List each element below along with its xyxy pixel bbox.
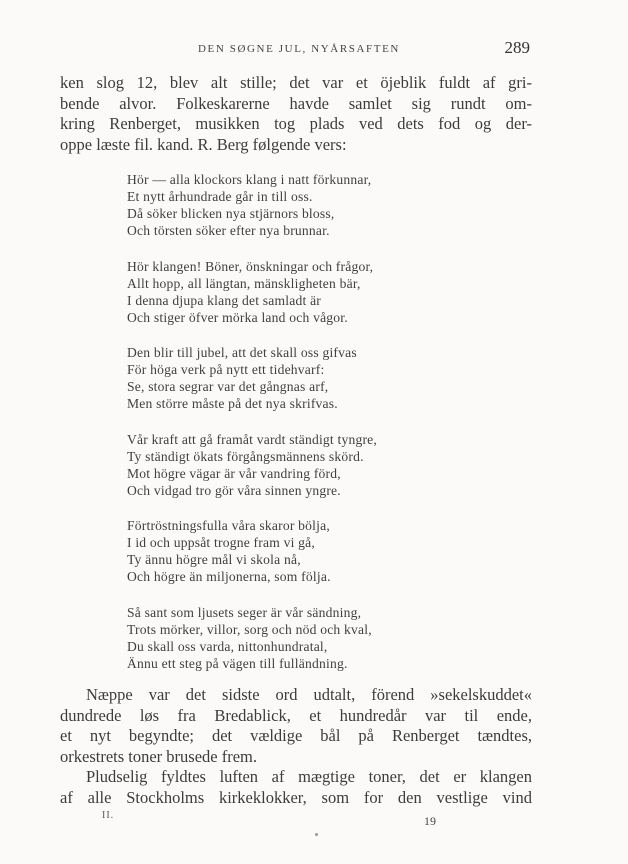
verse-line: Ännu ett steg på vägen till fulländning. — [127, 655, 348, 671]
poem — [127, 171, 472, 690]
verse-line: Och högre än miljonerna, som följa. — [127, 569, 331, 584]
verse-line: I denna djupa klang det samladt är — [127, 292, 322, 308]
intro-paragraph — [60, 73, 532, 155]
text-line: Pludselig fyldtes luften af mægtige toner, det er klangen — [86, 767, 532, 786]
text-line: bende alvor. Folkeskarerne havde samlet sig rundt om- — [60, 93, 532, 113]
page-header — [60, 38, 530, 62]
text-line: ken slog 12, blev alt stille; det var et öjeblik fuldt af gri- — [60, 73, 532, 92]
text-line: et nyt begyndte; det vældige bål på Renberget tændtes, — [60, 726, 532, 745]
verse-line: Et nytt århundrade går in till oss. — [127, 189, 313, 204]
verse-line: För höga verk på nytt ett tidehvarf: — [127, 362, 325, 377]
verse-line: Hör klangen! Böner, önskningar och frågor, — [127, 258, 374, 274]
verse-line: Trots mörker, villor, sorg och nöd och kval, — [127, 621, 372, 637]
text-line: oppe læste fil. kand. R. Berg følgende vers: — [60, 134, 347, 154]
verse-line: Vår kraft att gå framåt vardt ständigt tyngre, — [127, 431, 378, 447]
poem-stanza — [127, 258, 472, 326]
verse-line: Den blir till jubel, att det skall oss gifvas — [127, 345, 357, 360]
verse-line: Och vidgad tro gör våra sinnen yngre. — [127, 482, 341, 498]
verse-line: Hör — alla klockors klang i natt förkunnar, — [127, 172, 372, 187]
verse-line: I id och uppsåt trogne fram vi gå, — [127, 535, 315, 550]
poem-stanza — [127, 344, 472, 412]
text-line: dundrede løs fra Bredablick, et hundredår var til ende, — [60, 705, 532, 725]
verse-line: Ty ännu högre mål vi skola nå, — [127, 552, 301, 567]
poem-stanza — [127, 604, 472, 672]
verse-line: Ty ständigt ökats förgångsmännens skörd. — [127, 448, 364, 464]
signature-mark-right: 19 — [424, 814, 436, 828]
running-head: DEN SØGNE JUL, NYÅRSAFTEN — [198, 43, 400, 55]
verse-line: Då söker blicken nya stjärnors bloss, — [127, 206, 335, 221]
verse-line: Förtröstningsfulla våra skaror bölja, — [127, 518, 330, 533]
printing-dot — [315, 833, 318, 836]
page-number: 289 — [504, 38, 530, 57]
verse-line: Allt hopp, all längtan, mänskligheten bär, — [127, 275, 361, 291]
verse-line: Och törsten söker efter nya brunnar. — [127, 223, 330, 238]
verse-line: Se, stora segrar var det gångnas arf, — [127, 379, 329, 394]
poem-stanza — [127, 171, 472, 239]
poem-stanza — [127, 431, 472, 499]
verse-line: Du skall oss varda, nittonhundratal, — [127, 638, 328, 654]
text-line: Næppe var det sidste ord udtalt, förend »sekelskuddet« — [86, 685, 532, 704]
text-line: af alle Stockholms kirkeklokker, som for den vestlige vind — [60, 787, 532, 807]
verse-line: Men större måste på det nya skrifvas. — [127, 396, 338, 411]
continuing-paragraph — [60, 767, 532, 808]
verse-line: Så sant som ljusets seger är vår sändning, — [127, 604, 362, 620]
text-line: kring Renberget, musikken tog plads ved dets fod og der- — [60, 114, 532, 133]
verse-line: Mot högre vägar är vår vandring förd, — [127, 465, 341, 481]
text-line: orkestrets toner brusede frem. — [60, 746, 258, 766]
closing-paragraph — [60, 685, 532, 767]
poem-stanza — [127, 517, 472, 585]
verse-line: Och stiger öfver mörka land och vågor. — [127, 309, 348, 325]
signature-mark-left: II. — [102, 810, 115, 821]
